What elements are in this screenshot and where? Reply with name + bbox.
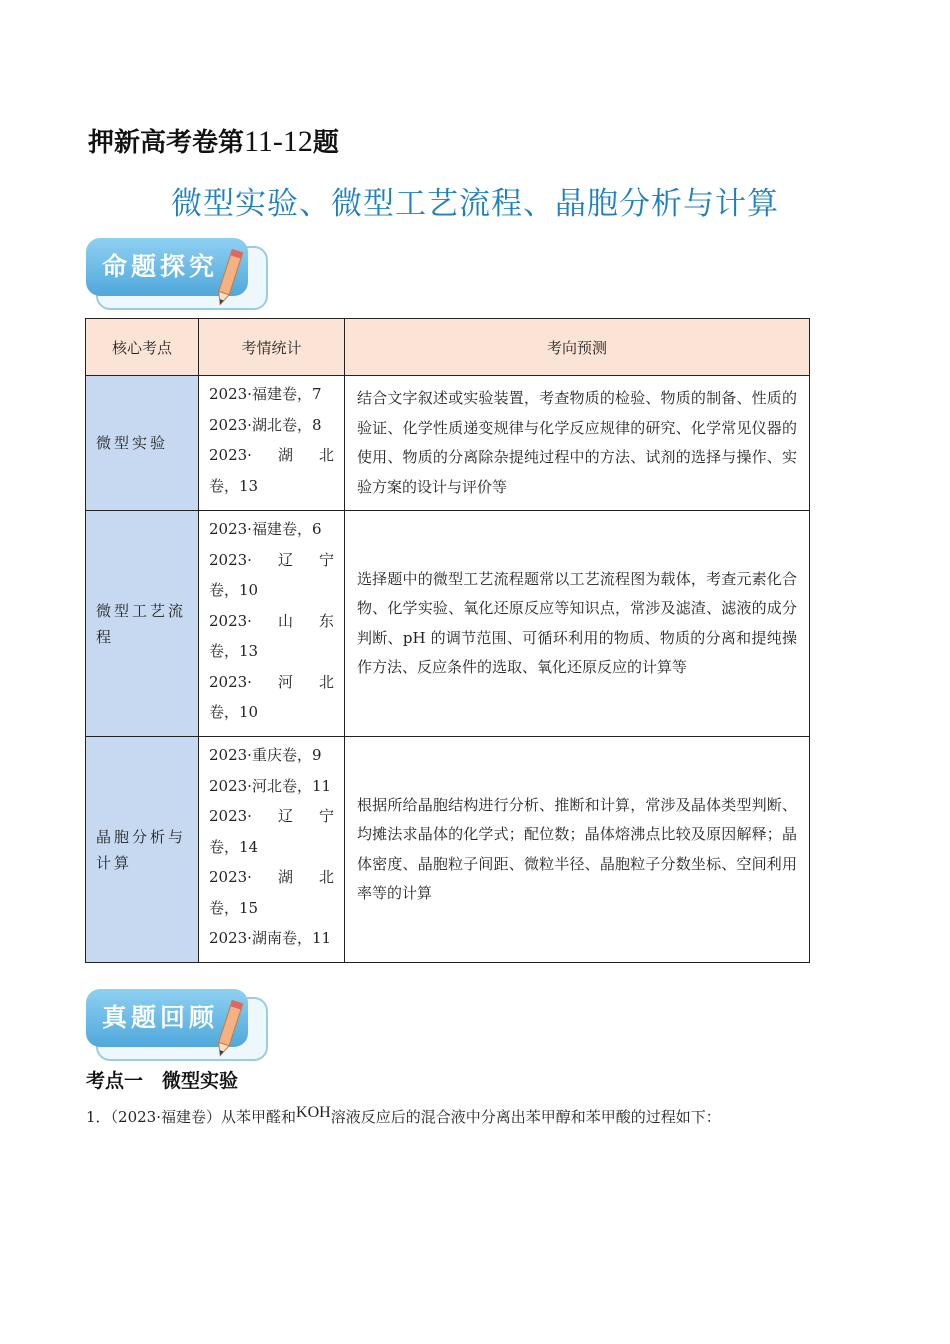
stat-line: 2023·湖北卷，8 bbox=[209, 415, 322, 434]
pencil-icon bbox=[214, 999, 244, 1061]
section-heading: 考点一 微型实验 bbox=[86, 1070, 239, 1092]
table-row bbox=[86, 737, 810, 963]
kicker-prefix: 押新高考卷第 bbox=[88, 128, 245, 158]
table-row bbox=[86, 511, 810, 737]
stat-line: 卷，15 bbox=[209, 898, 259, 917]
stat-line: 2023·湖南卷，11 bbox=[209, 929, 332, 947]
core-point-cell: 晶胞分析与计算 bbox=[86, 737, 199, 963]
chemical-formula: KOH bbox=[296, 1104, 331, 1121]
stat-line: 2023· 辽 宁 bbox=[209, 550, 334, 569]
table-header-row bbox=[86, 319, 810, 376]
question-1 bbox=[86, 1104, 721, 1127]
kicker-number: 11-12 bbox=[244, 125, 313, 158]
badge-explore bbox=[86, 238, 266, 310]
stats-cell bbox=[199, 376, 345, 511]
stat-line: 2023·福建卷，6 bbox=[209, 520, 322, 538]
stat-line: 2023·河北卷，11 bbox=[209, 776, 332, 795]
header-core-point: 核心考点 bbox=[86, 319, 199, 376]
section-kicker bbox=[88, 122, 339, 159]
core-point-cell: 微型实验 bbox=[86, 376, 199, 511]
badge-label: 命题探究 bbox=[86, 238, 248, 296]
stat-line: 卷，14 bbox=[209, 837, 259, 856]
stats-cell bbox=[199, 737, 345, 963]
stat-line: 卷，10 bbox=[209, 703, 259, 721]
stat-line: 2023· 河 北 bbox=[209, 672, 334, 691]
stat-line: 卷，10 bbox=[209, 581, 259, 599]
stat-line: 2023· 湖 北 bbox=[209, 868, 334, 886]
forecast-cell: 根据所给晶胞结构进行分析、推断和计算，常涉及晶体类型判断、均摊法求晶体的化学式；配位数；晶体熔沸点比较及原因解释；晶体密度、晶胞粒子间距、微粒半径、晶胞粒子分数坐标、空间利用率等的计算 bbox=[345, 737, 810, 963]
forecast-cell: 结合文字叙述或实验装置，考查物质的检验、物质的制备、性质的验证、化学性质递变规律与化学反应规律的研究、化学常见仪器的使用、物质的分离除杂提纯过程中的方法、试剂的选择与操作、实验方案的设计与评价等 bbox=[345, 376, 810, 511]
question-source: （2023·福建卷） bbox=[110, 1108, 221, 1126]
stat-line: 2023·重庆卷，9 bbox=[209, 746, 322, 764]
stat-line: 卷，13 bbox=[209, 642, 259, 660]
stats-cell bbox=[199, 511, 345, 737]
stat-line: 2023· 湖 北 bbox=[209, 446, 334, 464]
stat-line: 卷，13 bbox=[209, 476, 259, 495]
stat-line: 2023·福建卷，7 bbox=[209, 385, 322, 403]
forecast-cell: 选择题中的微型工艺流程题常以工艺流程图为载体，考查元素化合物、化学实验、氧化还原反应等知识点，常涉及滤渣、滤液的成分判断、pH 的调节范围、可循环利用的物质、物质的分离和提纯操作方法、反应条件的选取、氧化还原反应的计算等 bbox=[345, 511, 810, 737]
header-stats: 考情统计 bbox=[199, 319, 345, 376]
stat-line: 2023· 辽 宁 bbox=[209, 807, 334, 825]
question-text-after: 溶液反应后的混合液中分离出苯甲醇和苯甲酸的过程如下： bbox=[330, 1108, 721, 1126]
table-row bbox=[86, 376, 810, 511]
kicker-suffix: 题 bbox=[312, 128, 339, 158]
header-forecast: 考向预测 bbox=[345, 319, 810, 376]
badge-review bbox=[86, 989, 266, 1061]
badge-label: 真题回顾 bbox=[86, 989, 248, 1047]
question-text-before: 从苯甲醛和 bbox=[221, 1108, 297, 1126]
question-number: 1． bbox=[86, 1108, 111, 1126]
page-title: 微型实验、微型工艺流程、晶胞分析与计算 bbox=[171, 186, 779, 222]
exam-analysis-table bbox=[85, 318, 810, 963]
stat-line: 2023· 山 东 bbox=[209, 611, 334, 630]
pencil-icon bbox=[214, 248, 244, 310]
core-point-cell: 微型工艺流程 bbox=[86, 511, 199, 737]
